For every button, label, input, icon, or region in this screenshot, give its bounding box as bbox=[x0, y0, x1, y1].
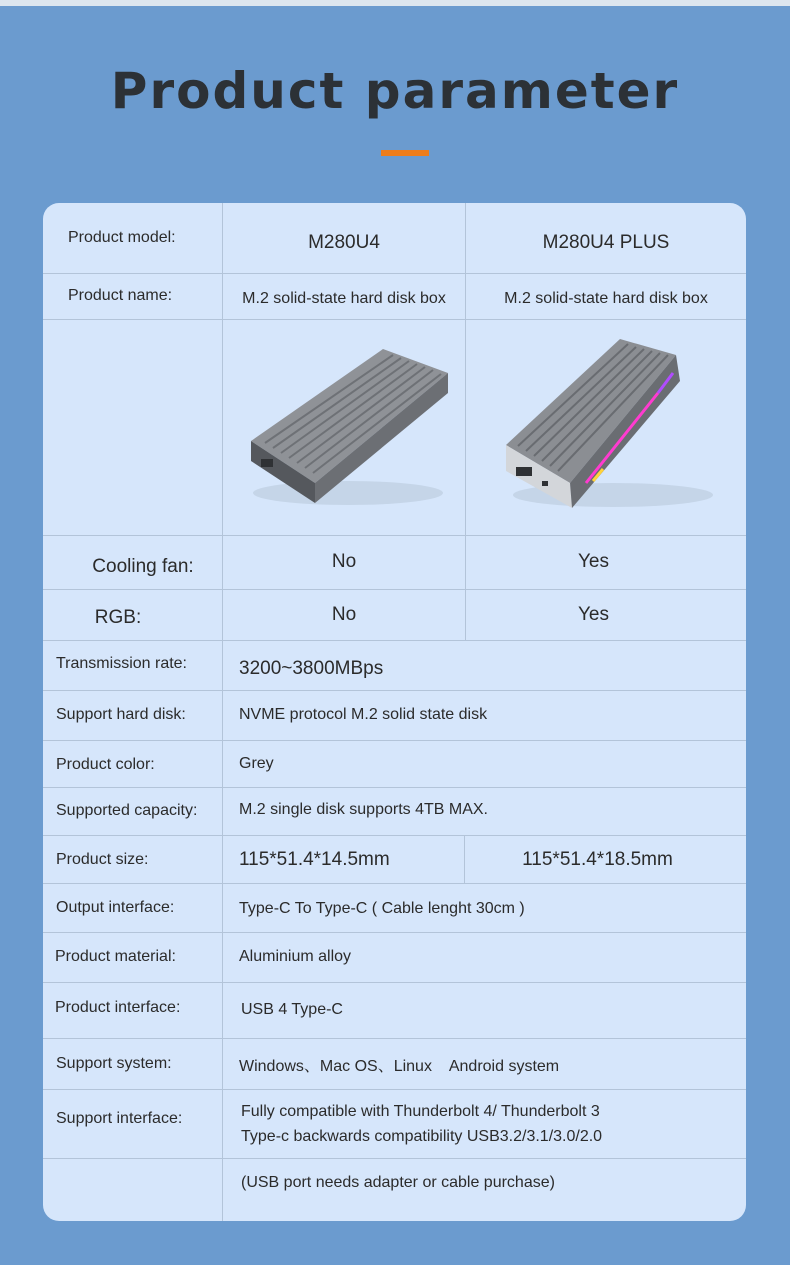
product-color-value: Grey bbox=[239, 755, 274, 772]
supported-capacity-value: M.2 single disk supports 4TB MAX. bbox=[239, 801, 488, 818]
support-interface-line2: Type-c backwards compatibility USB3.2/3.1/3.0/2.0 bbox=[241, 1127, 603, 1145]
page-title: Product parameter bbox=[110, 62, 680, 120]
title-accent-bar bbox=[381, 150, 429, 156]
product-model-label: Product model: bbox=[68, 229, 176, 246]
supported-capacity-label: Supported capacity: bbox=[56, 802, 198, 819]
transmission-rate-value: 3200~3800MBps bbox=[239, 658, 384, 679]
cooling-fan-m280u4: No bbox=[331, 551, 357, 572]
parameter-table bbox=[43, 203, 746, 1221]
product-material-label: Product material: bbox=[55, 948, 176, 965]
product-name-m280u4-plus: M.2 solid-state hard disk box bbox=[504, 290, 708, 307]
support-interface-line1: Fully compatible with Thunderbolt 4/ Thunderbolt 3 bbox=[241, 1102, 600, 1120]
product-model-m280u4: M280U4 bbox=[308, 232, 380, 253]
product-size-m280u4: 115*51.4*14.5mm bbox=[239, 849, 390, 870]
grey-ssd-enclosure-image bbox=[243, 343, 453, 513]
support-system-value: Windows、Mac OS、Linux Android system bbox=[239, 1058, 560, 1075]
cooling-fan-m280u4-plus: Yes bbox=[578, 551, 609, 572]
product-color-label: Product color: bbox=[56, 756, 155, 773]
top-strip bbox=[0, 0, 790, 6]
support-hard-disk-label: Support hard disk: bbox=[56, 706, 186, 723]
output-interface-label: Output interface: bbox=[56, 899, 175, 916]
product-size-label: Product size: bbox=[56, 851, 149, 868]
output-interface-value: Type-C To Type-C ( Cable lenght 30cm ) bbox=[239, 900, 525, 917]
rgb-label: RGB: bbox=[94, 607, 142, 628]
cooling-fan-label: Cooling fan: bbox=[92, 556, 194, 577]
product-name-label: Product name: bbox=[68, 287, 173, 304]
support-interface-value bbox=[241, 1089, 741, 1158]
product-interface-value: USB 4 Type-C bbox=[241, 1001, 343, 1018]
transmission-rate-label: Transmission rate: bbox=[56, 655, 187, 672]
product-size-m280u4-plus: 115*51.4*18.5mm bbox=[522, 849, 673, 870]
adapter-note: (USB port needs adapter or cable purchase) bbox=[241, 1174, 555, 1191]
support-system-label: Support system: bbox=[56, 1055, 172, 1072]
support-hard-disk-value: NVME protocol M.2 solid state disk bbox=[239, 706, 488, 723]
product-name-m280u4: M.2 solid-state hard disk box bbox=[242, 290, 446, 307]
product-interface-label: Product interface: bbox=[55, 999, 181, 1016]
support-interface-label: Support interface: bbox=[56, 1110, 183, 1127]
rgb-m280u4: No bbox=[331, 603, 357, 625]
grey-ssd-enclosure-rgb-image bbox=[498, 333, 728, 513]
product-model-m280u4-plus: M280U4 PLUS bbox=[542, 232, 670, 253]
product-material-value: Aluminium alloy bbox=[239, 948, 352, 965]
rgb-m280u4-plus: Yes bbox=[578, 603, 609, 625]
